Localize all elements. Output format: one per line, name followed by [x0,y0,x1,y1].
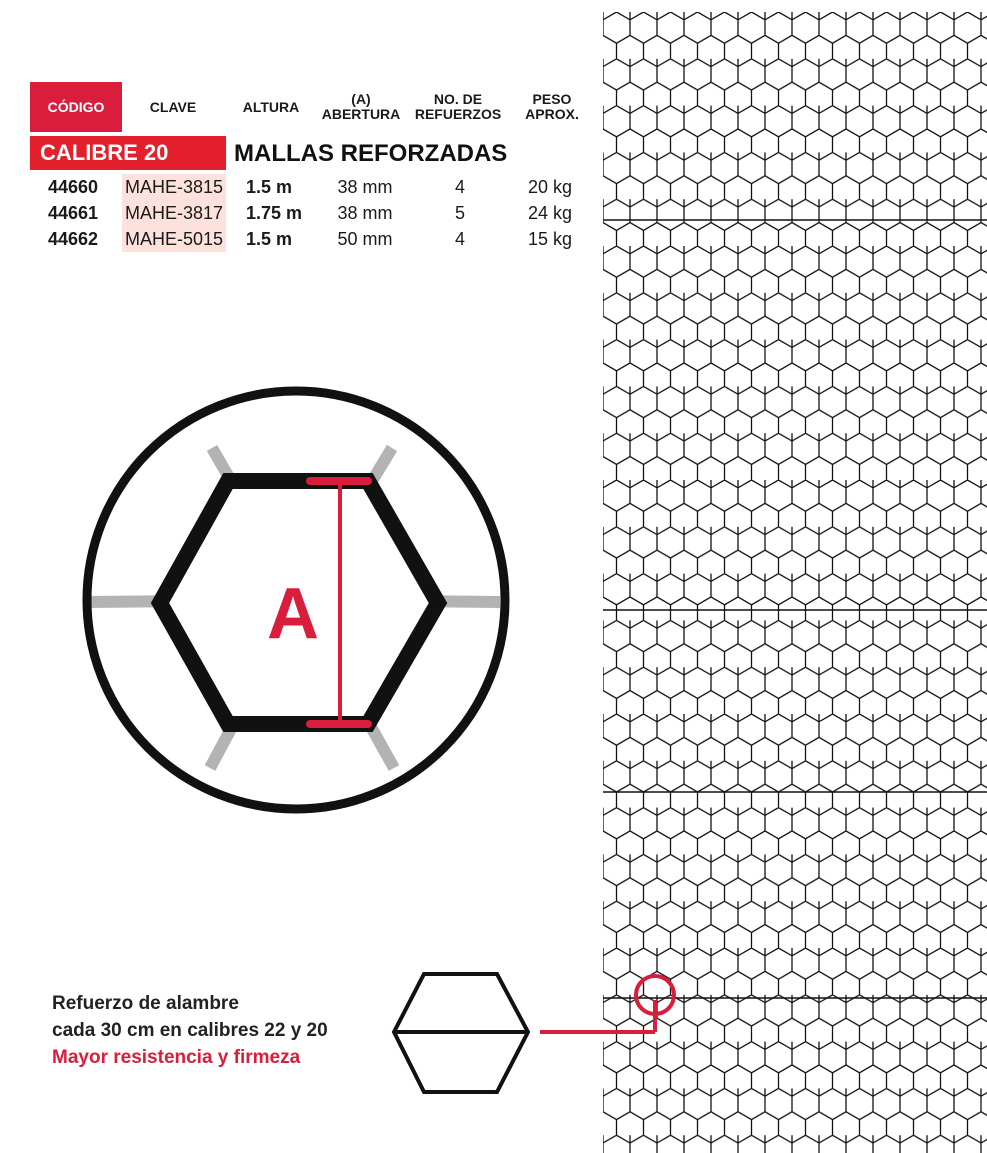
row-abertura: 50 mm [337,229,393,249]
row-codigo: 44661 [48,203,99,223]
row-clave: MAHE-3815 [122,174,226,200]
section-title: MALLAS REFORZADAS [234,140,508,167]
row-altura: 1.75 m [246,203,303,223]
header-clave-label: CLAVE [149,98,197,115]
calibre-banner: CALIBRE 20 [30,136,226,170]
header-abertura-line2: ABERTURA [321,106,401,122]
row-altura: 1.5 m [246,229,293,249]
header-peso-line1: PESO [532,91,572,107]
row-altura: 1.5 m [246,177,293,197]
hex-mesh [603,12,987,1153]
row-peso: 15 kg [527,229,573,249]
row-clave: MAHE-5015 [122,226,226,252]
hexagon-diagram [84,391,505,809]
row-refuerzos: 4 [454,177,465,197]
caption [52,990,328,1071]
caption-line1: Refuerzo de alambre [52,993,239,1014]
row-codigo: 44660 [48,177,99,197]
row-clave: MAHE-3817 [122,200,226,226]
header-codigo-label: CÓDIGO [47,98,105,115]
row-refuerzos: 4 [454,229,465,249]
header-abertura-line1: (A) [351,91,371,107]
header-altura-label: ALTURA [242,98,300,115]
header-refuerzos-line1: NO. DE [433,91,483,107]
row-codigo: 44662 [48,229,99,249]
row-abertura: 38 mm [337,203,393,223]
caption-line2: cada 30 cm en calibres 22 y 20 [52,1020,328,1041]
row-abertura: 38 mm [337,177,393,197]
dimension-label-a: A [267,574,319,654]
header-refuerzos-line2: REFUERZOS [414,106,502,122]
caption-highlight: Mayor resistencia y firmeza [52,1047,301,1068]
row-peso: 24 kg [527,203,573,223]
row-peso: 20 kg [527,177,573,197]
header-peso-line2: APROX. [525,106,579,122]
row-refuerzos: 5 [454,203,465,223]
